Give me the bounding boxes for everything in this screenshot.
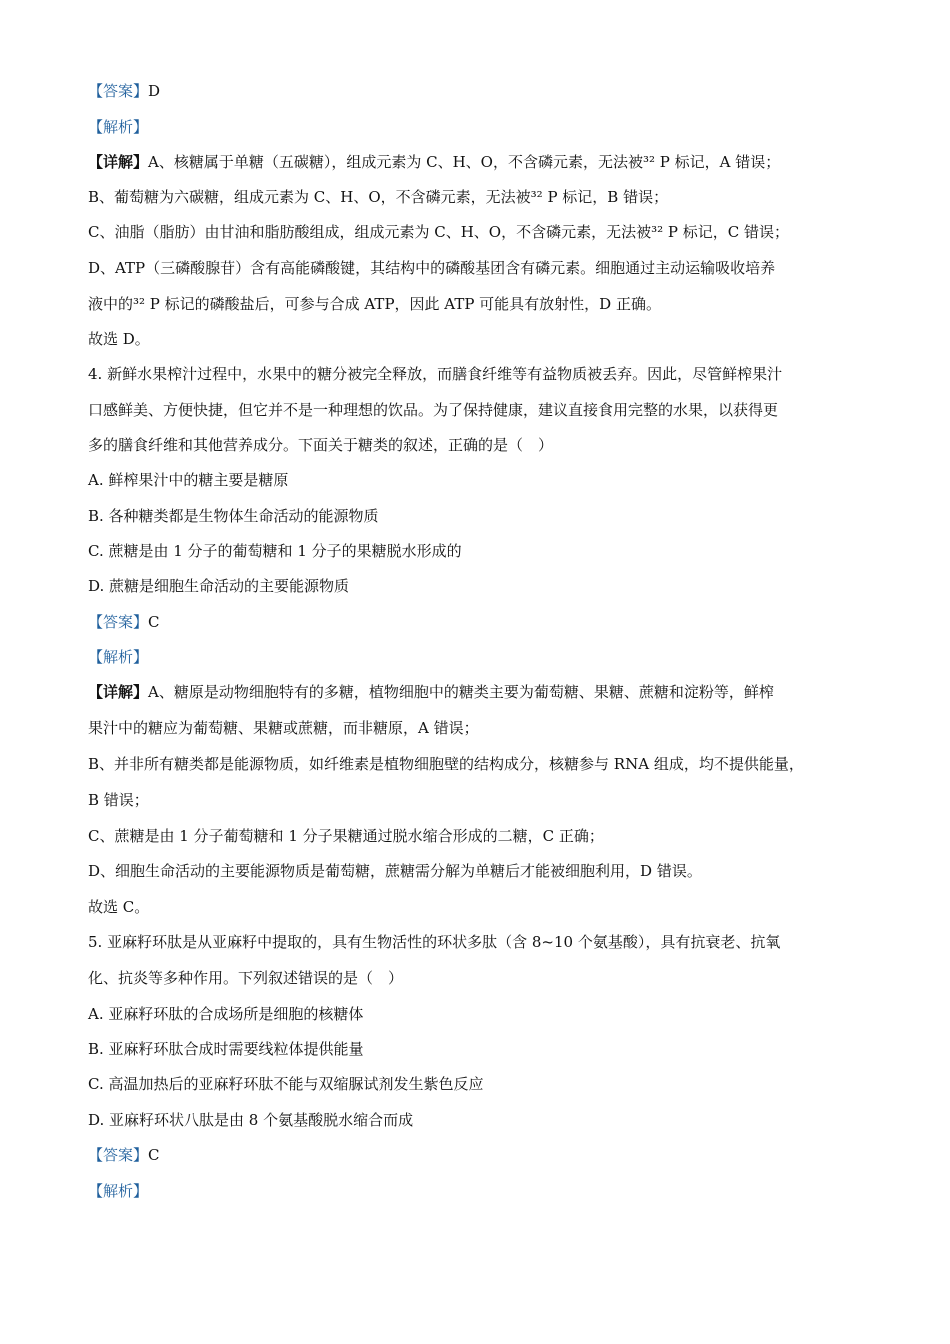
paragraph-line: D、ATP（三磷酸腺苷）含有高能磷酸键，其结构中的磷酸基团含有磷元素。细胞通过主动运输吸收培养 <box>88 259 776 277</box>
question-line: 口感鲜美、方便快捷，但它并不是一种理想的饮品。为了保持健康，建议直接食用完整的水果，以获得更 <box>88 401 779 419</box>
answer-tag: 【答案】 <box>88 1146 149 1164</box>
question-line: 多的膳食纤维和其他营养成分。下面关于糖类的叙述，正确的是（ ） <box>88 436 554 454</box>
answer-text: D <box>148 82 161 100</box>
detail-tag: 【详解】 <box>88 683 149 701</box>
conclusion-line: 故选 C。 <box>88 898 150 916</box>
option-c: C. 高温加热后的亚麻籽环肽不能与双缩脲试剂发生紫色反应 <box>88 1075 484 1093</box>
option-d: D. 亚麻籽环状八肽是由 8 个氨基酸脱水缩合而成 <box>88 1111 414 1129</box>
analysis-line <box>88 1181 880 1201</box>
paragraph-line: B 错误； <box>88 791 149 809</box>
conclusion-line: 故选 D。 <box>88 330 150 348</box>
detail-line: 【详解】A、糖原是动物细胞特有的多糖，植物细胞中的糖类主要为葡萄糖、果糖、蔗糖和淀粉等，鲜榨 <box>88 683 774 701</box>
paragraph-line: C、油脂（脂肪）由甘油和脂肪酸组成，组成元素为 C、H、O，不含磷元素，无法被³² P 标记，C 错误； <box>88 223 790 241</box>
answer-text: C <box>148 1146 160 1164</box>
answer-text: C <box>148 613 160 631</box>
option-b: B. 各种糖类都是生物体生命活动的能源物质 <box>88 507 379 525</box>
paragraph-line: 果汁中的糖应为葡萄糖、果糖或蔗糖，而非糖原，A 错误； <box>88 719 479 737</box>
answer-tag: 【答案】 <box>88 613 149 631</box>
analysis-line <box>88 647 880 667</box>
option-d: D. 蔗糖是细胞生命活动的主要能源物质 <box>88 577 350 595</box>
question-line: 化、抗炎等多种作用。下列叙述错误的是（ ） <box>88 969 404 987</box>
answer-tag: 【答案】 <box>88 82 149 100</box>
question-line: 4. 新鲜水果榨汁过程中，水果中的糖分被完全释放，而膳食纤维等有益物质被丢弃。因此，尽管鲜榨果汁 <box>88 365 783 383</box>
analysis-tag: 【解析】 <box>88 118 149 136</box>
option-a: A. 鲜榨果汁中的糖主要是糖原 <box>88 471 289 489</box>
question-line: 5. 亚麻籽环肽是从亚麻籽中提取的，具有生物活性的环状多肽（含 8~10 个氨基酸），具有抗衰老、抗氧 <box>88 933 781 951</box>
paragraph-line: 液中的³² P 标记的磷酸盐后，可参与合成 ATP，因此 ATP 可能具有放射性，D 正确。 <box>88 295 661 313</box>
answer-line <box>88 612 880 632</box>
detail-line <box>88 152 880 172</box>
analysis-tag: 【解析】 <box>88 1182 149 1200</box>
option-c: C. 蔗糖是由 1 分子的葡萄糖和 1 分子的果糖脱水形成的 <box>88 542 462 560</box>
analysis-line <box>88 117 880 137</box>
paragraph-line: C、蔗糖是由 1 分子葡萄糖和 1 分子果糖通过脱水缩合形成的二糖，C 正确； <box>88 827 604 845</box>
paragraph-text: A、核糖属于单糖（五碳糖），组成元素为 C、H、O，不含磷元素，无法被³² P 标记，A 错误； <box>148 153 781 171</box>
analysis-tag: 【解析】 <box>88 648 149 666</box>
answer-line <box>88 81 880 101</box>
paragraph-line: B、葡萄糖为六碳糖，组成元素为 C、H、O，不含磷元素，无法被³² P 标记，B 错误； <box>88 188 669 206</box>
option-a: A. 亚麻籽环肽的合成场所是细胞的核糖体 <box>88 1005 364 1023</box>
option-b: B. 亚麻籽环肽合成时需要线粒体提供能量 <box>88 1040 364 1058</box>
detail-tag: 【详解】 <box>88 153 149 171</box>
paragraph-line: D、细胞生命活动的主要能源物质是葡萄糖，蔗糖需分解为单糖后才能被细胞利用，D 错误。 <box>88 862 702 880</box>
paragraph-line: B、并非所有糖类都是能源物质，如纤维素是植物细胞壁的结构成分，核糖参与 RNA 组成，均不提供能量， <box>88 755 804 773</box>
answer-line <box>88 1145 880 1165</box>
